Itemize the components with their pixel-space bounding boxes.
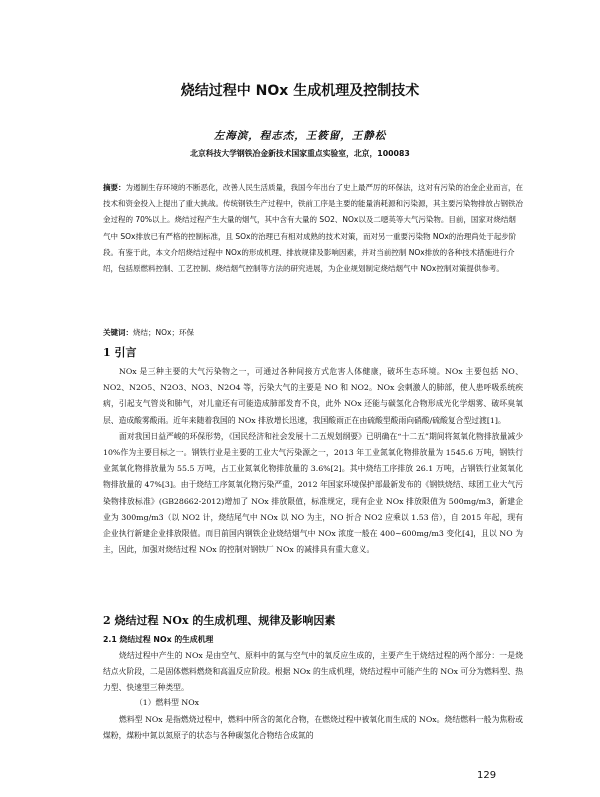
affiliation: 北京科技大学钢铁冶金新技术国家重点实验室，北京，100083 xyxy=(190,149,410,158)
paragraph-2: 面对我国日益严峻的环保形势，《国民经济和社会发展十二五规划纲要》已明确在“十二五”期间将氮氧化物排放量减少 10%作为主要目标之一。钢铁行业是主要的工业大气污染源之一，2013 年工业氮氧化物排放量为 1545.6 万吨，钢铁行业氮氧化物排放量为 55.5 万吨，占工业氮氧化物排放量的 3.6%[2]。其中烧结工序排放 26.1 万吨，占钢铁行业氮氧化物排放量的 47%[3]。由于烧结工序氮氧化物污染严重，2012 年国家环境保护部最新发布的《钢铁烧结、球团工业大气污染物排放标准》(GB28662-2012)增加了 NOx 排放限值，标准规定，现有企业 NOx 排放限值为 500mg/m3，新建企业为 300mg/m3（以 NO2 计，烧结尾气中 NOx 以 NO 为主，NO 折合 NO2 应乘以 1.53 倍），自 2015 年起，现有企业执行新建企业排放限值。而目前国内钢铁企业烧结烟气中 NOx 浓度一般在 400~600mg/m3 变化[4]，且以 NO 为主，因此，加强对烧结过程 NOx 的控制对钢铁厂 NOx 的减排具有重大意义。 xyxy=(103,431,523,555)
subsection-heading-2-1: 2.1 烧结过程 NOx 的生成机理 xyxy=(103,635,214,644)
keywords-text: 烧结；NOx；环保 xyxy=(133,328,194,337)
abstract-label: 摘要： xyxy=(103,183,126,192)
paper-title: 烧结过程中 NOx 生成机理及控制技术 xyxy=(180,83,420,99)
section-heading-intro: 1 引言 xyxy=(103,346,137,359)
paragraph-3: 烧结过程中产生的 NOx 是由空气、原料中的氮与空气中的氧反应生成的，主要产生于烧结过程的两个部分：一是烧结点火阶段，二是固体燃料燃烧和高温反应阶段。根据 NOx 的生成机理，烧结过程中可能产生的 NOx 可分为燃料型、热力型、快速型三种类型。 xyxy=(103,651,523,693)
sub-heading-fuel-nox: （1）燃料型 NOx xyxy=(135,698,200,707)
keywords xyxy=(103,327,194,339)
section-heading-2: 2 烧结过程 NOx 的生成机理、规律及影响因素 xyxy=(103,614,336,627)
section2-paragraph-2 xyxy=(103,712,523,744)
abstract xyxy=(103,180,523,277)
paragraph-4: 燃料型 NOx 是指燃烧过程中，燃料中所含的氮化合物，在燃烧过程中被氧化而生成的 NOx。烧结燃料一般为焦粉或煤粉，煤粉中氮以氮原子的状态与各种碳氢化合物结合成氮的 xyxy=(103,715,523,741)
intro-paragraphs xyxy=(103,364,523,558)
paragraph-1: NOx 是三种主要的大气污染物之一，可通过各种间接方式危害人体健康，破坏生态环境。NOx 主要包括 NO、NO2、N2O5、N2O3、NO3、N2O4 等，污染大气的主要是 NO 和 NO2。NOx 会刺激人的肺部，使人患呼吸系统疾病，引起支气管炎和肺气，对儿童还有可能造成肺部发育不良，此外 NOx 还能与碳氢化合物形成光化学烟雾、破坏臭氧层、造成酸雾酸雨。近年来随着我国的 NOx 排放增长迅速，我国酸雨正在由硫酸型酸雨向硝酸/硫酸复合型过渡[1]。 xyxy=(103,367,523,425)
abstract-text: 为遏制生存环境的不断恶化，改善人民生活质量，我国今年出台了史上最严厉的环保法，这对有污染的冶金企业而言，在技术和资金投入上提出了重大挑战。传统钢铁生产过程中，铁前工序是主要的能量消耗源和污染源，其主要污染物排放占钢铁冶金过程的 70%以上。烧结过程产生大量的烟气，其中含有大量的 SO2、NOx以及二噁英等大气污染物。目前，国家对烧结烟气中 SOx排放已有严格的控制标准，且 SOx的治理已有相对成熟的技术对策，而对另一重要污染物 NOx的治理尚处于起步阶段。有鉴于此，本文介绍烧结过程中 NOx的形成机理、排放规律及影响因素，并对当前控制 NOx排放的各种技术措施进行介绍，包括原燃料控制、工艺控制、烧结烟气控制等方法的研究进展，为企业规划制定烧结烟气中 NOx控制对策提供参考。 xyxy=(103,183,523,274)
page-number: 129 xyxy=(477,770,497,781)
keywords-label: 关键词： xyxy=(103,328,133,337)
authors: 左海滨，程志杰，王筱留，王静松 xyxy=(213,130,387,142)
section2-paragraph xyxy=(103,648,523,697)
